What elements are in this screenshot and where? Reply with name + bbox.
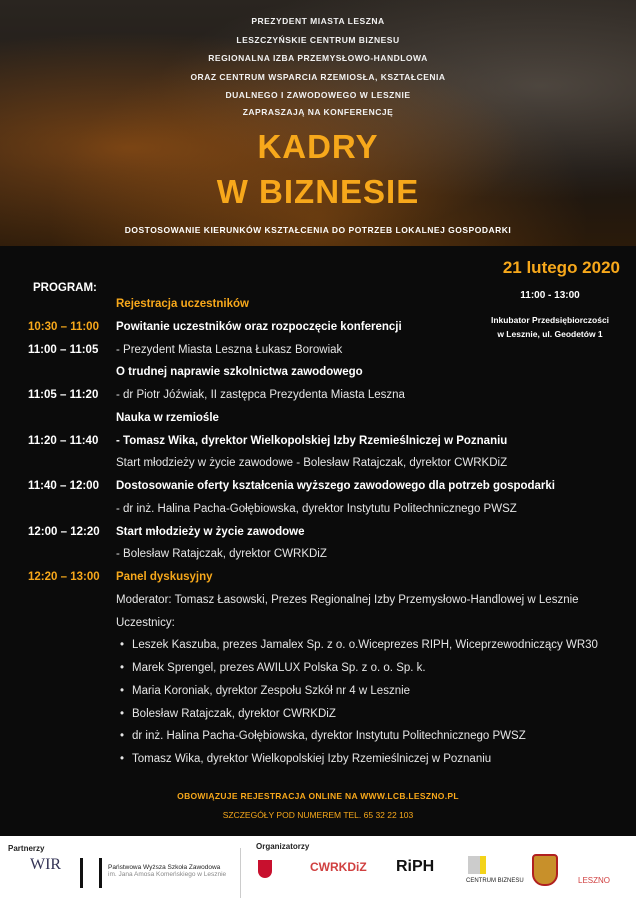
event-hours: 11:00 - 13:00 — [520, 290, 580, 301]
participant-name: Maria Koroniak, dyrektor Zespołu Szkół nr 4 w Lesznie — [132, 684, 411, 697]
divider — [240, 848, 241, 898]
organizer-line: PREZYDENT MIASTA LESZNA — [251, 16, 385, 26]
program-item: Start młodzieży w życie zawodowe - Bolesław Ratajczak, dyrektor CWRKDiZ — [116, 457, 508, 470]
lcb-logo-icon — [468, 856, 486, 874]
riph-logo: RiPH — [396, 858, 435, 875]
program-time: 11:20 – 11:40 — [28, 434, 99, 447]
program-item: - Bolesław Ratajczak, dyrektor CWRKDiZ — [116, 548, 327, 561]
title-line-2: W BIZNESIE — [216, 173, 420, 210]
lcb-logo: CENTRUM BIZNESU — [466, 878, 524, 884]
venue-line: Inkubator Przedsiębiorczości — [490, 315, 610, 325]
bullet-icon: • — [120, 662, 125, 674]
cwrkdiz-logo: CWRKDiZ — [310, 860, 367, 874]
program-item: Nauka w rzemiośle — [116, 411, 219, 424]
wielkopolska-crest-icon — [258, 860, 272, 878]
program-label: PROGRAM: — [33, 282, 97, 294]
bullet-icon: • — [120, 753, 125, 765]
leszno-100-logo: LESZNO — [578, 876, 611, 885]
program-item: - dr inż. Halina Pacha-Gołębiowska, dyrektor Instytutu Politechnicznego PWSZ — [116, 502, 517, 515]
organizer-line: ORAZ CENTRUM WSPARCIA RZEMIOSŁA, KSZTAŁCENIA — [190, 71, 446, 82]
program-item: Dostosowanie oferty kształcenia wyższego zawodowego dla potrzeb gospodarki — [116, 480, 555, 492]
program-time: 12:20 – 13:00 — [28, 571, 100, 583]
hero-banner — [0, 0, 636, 246]
participant-name: Leszek Kaszuba, prezes Jamalex Sp. z o. o.Wiceprezes RIPH, Wiceprzewodniczący WR30 — [132, 639, 598, 652]
participant-name: Bolesław Ratajczak, dyrektor CWRKDiZ — [132, 707, 336, 720]
program-time: 11:40 – 12:00 — [28, 480, 99, 492]
participant-name: Tomasz Wika, dyrektor Wielkopolskiej Izby Rzemieślniczej w Poznaniu — [132, 753, 492, 765]
organizer-line: LESZCZYŃSKIE CENTRUM BIZNESU — [236, 34, 400, 45]
program-time: 10:30 – 11:00 — [28, 320, 99, 333]
program-item: - Tomasz Wika, dyrektor Wielkopolskiej Izby Rzemieślniczej w Poznaniu — [116, 434, 508, 447]
program-time: 11:05 – 11:20 — [28, 389, 99, 401]
pwsz-logo-icon — [80, 858, 102, 888]
event-venue — [460, 313, 636, 341]
registration-phone: SZCZEGÓŁY POD NUMEREM TEL. 65 32 22 103 — [222, 810, 414, 820]
leszno-crest-icon — [532, 854, 558, 886]
organizer-line: DUALNEGO I ZAWODOWEGO W LESZNIE — [225, 90, 411, 100]
program-item: Moderator: Tomasz Łasowski, Prezes Regionalnej Izby Przemysłowo-Handlowej w Lesznie — [116, 593, 579, 606]
bullet-icon: • — [120, 707, 125, 720]
program-item: O trudnej naprawie szkolnictwa zawodowego — [116, 366, 363, 379]
bullet-icon: • — [120, 639, 125, 652]
organizer-line: REGIONALNA IZBA PRZEMYSŁOWO-HANDLOWA — [208, 53, 428, 63]
event-date: 21 lutego 2020 — [502, 258, 620, 277]
title-line-1: KADRY — [257, 128, 379, 165]
bullet-icon: • — [120, 684, 125, 697]
participant-name: Marek Sprengel, prezes AWILUX Polska Sp. z o. o. Sp. k. — [132, 662, 426, 674]
program-item: Rejestracja uczestników — [116, 298, 249, 310]
program-item: - Prezydent Miasta Leszna Łukasz Borowiak — [116, 343, 343, 356]
program-time: 12:00 – 12:20 — [28, 525, 100, 538]
program-item: - dr Piotr Jóźwiak, II zastępca Prezydenta Miasta Leszna — [116, 389, 405, 401]
partners-label: Partnerzy — [8, 844, 45, 853]
pwsz-logo: Państwowa Wyższa Szkoła Zawodowa im. Jana Amosa Komeńskiego w Lesznie — [108, 864, 227, 878]
organizers-label: Organizatorzy — [256, 842, 310, 851]
program-item: Start młodzieży w życie zawodowe — [116, 525, 305, 538]
wir-logo: WIR — [30, 856, 62, 873]
participant-name: dr inż. Halina Pacha-Gołębiowska, dyrektor Instytutu Politechnicznego PWSZ — [132, 730, 526, 743]
program-time: 11:00 – 11:05 — [28, 343, 99, 356]
program-item: Uczestnicy: — [116, 616, 175, 629]
footer-logos — [0, 836, 636, 900]
program-item: Panel dyskusyjny — [116, 571, 213, 583]
registration-link[interactable]: OBOWIĄZUJE REJESTRACJA ONLINE NA WWW.LCB.LESZNO.PL — [177, 791, 459, 801]
program-item: Powitanie uczestników oraz rozpoczęcie konferencji — [116, 320, 402, 333]
invite-text: ZAPRASZAJĄ NA KONFERENCJĘ — [242, 107, 394, 117]
subtitle: DOSTOSOWANIE KIERUNKÓW KSZTAŁCENIA DO POTRZEB LOKALNEJ GOSPODARKI — [124, 225, 512, 235]
bullet-icon: • — [120, 730, 125, 743]
venue-line: w Lesznie, ul. Geodetów 1 — [497, 329, 603, 339]
